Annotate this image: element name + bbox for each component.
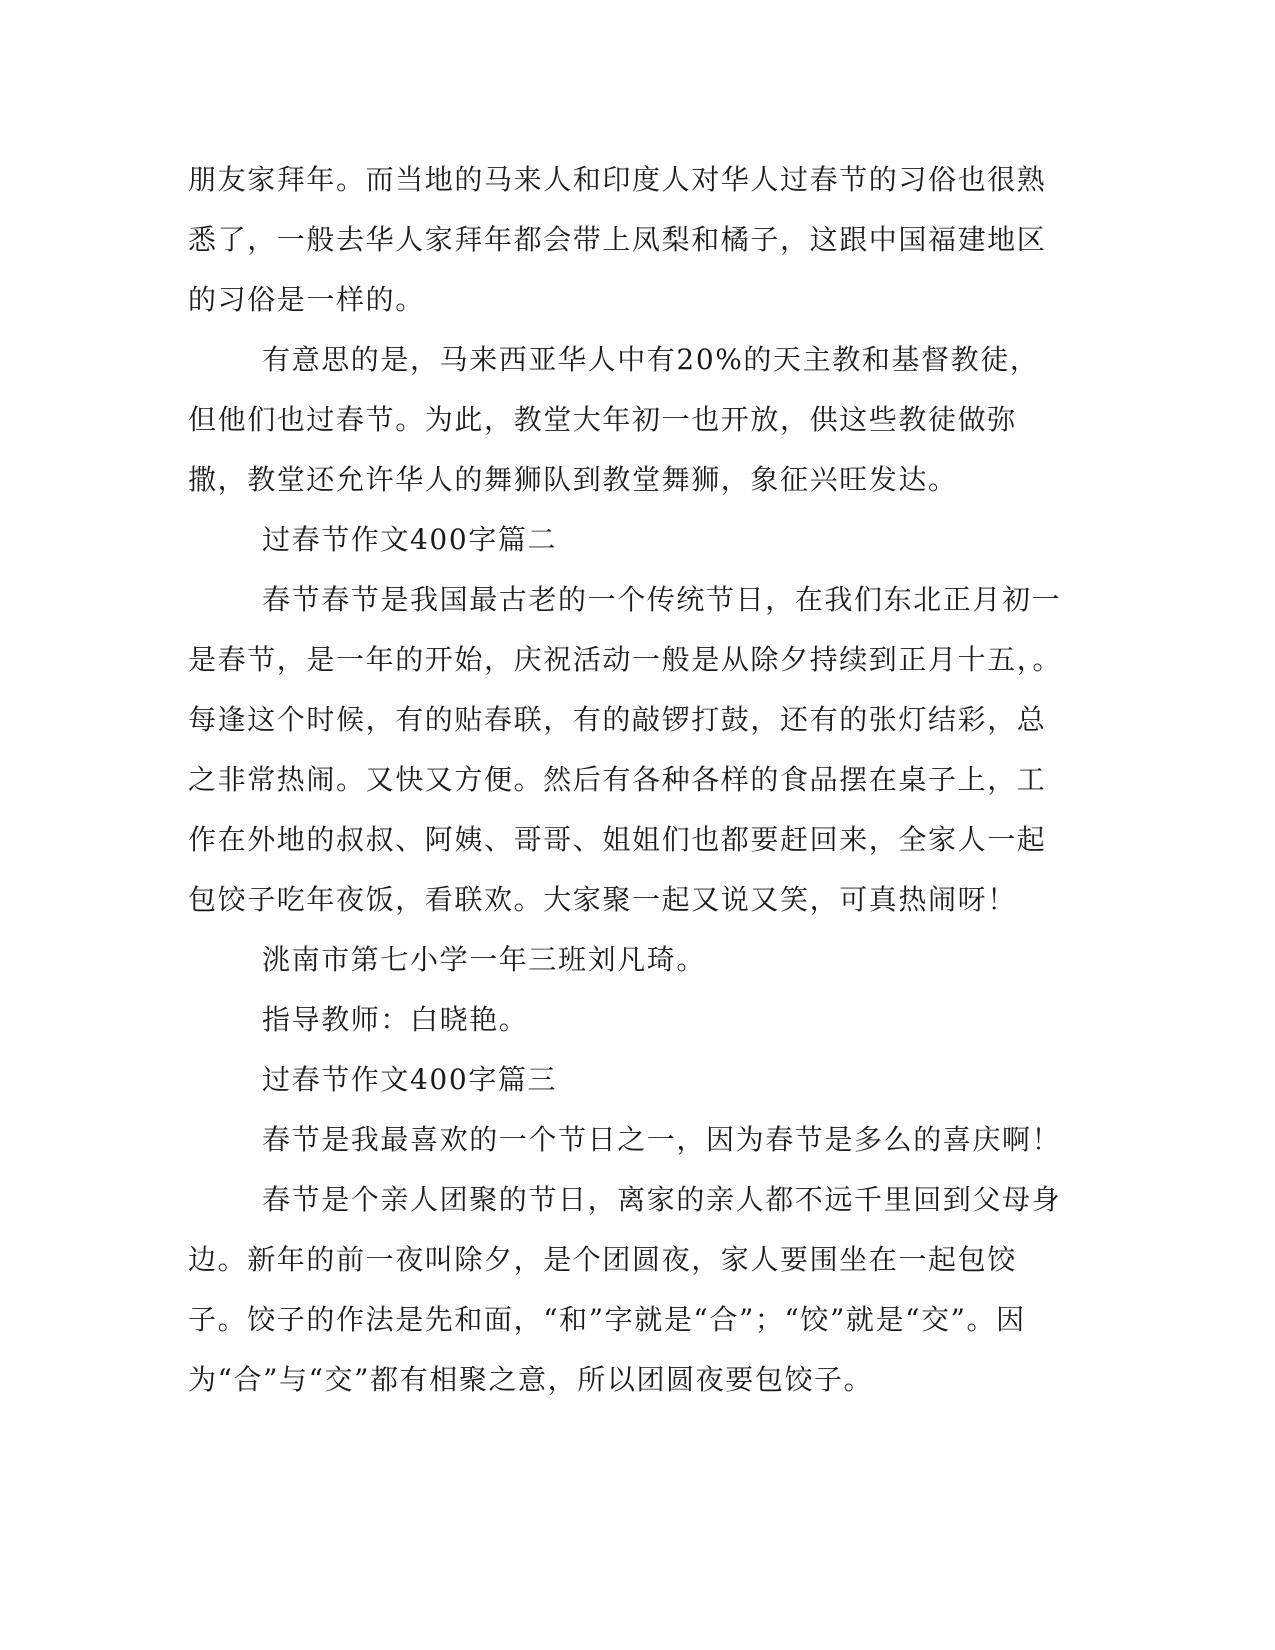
paragraph-continuation: 朋友家拜年。而当地的马来人和印度人对华人过春节的习俗也很熟悉了，一般去华人家拜年都会带上凤梨和橘子，这跟中国福建地区的习俗是一样的。	[188, 163, 1047, 316]
author-line: 洮南市第七小学一年三班刘凡琦。	[262, 943, 707, 976]
essay-heading-3: 过春节作文400字篇三	[262, 1063, 558, 1096]
teacher-line: 指导教师：白晓艳。	[262, 1003, 529, 1036]
paragraph-essay-3-intro: 春节是我最喜欢的一个节日之一，因为春节是多么的喜庆啊！	[262, 1123, 1062, 1156]
document-body	[188, 150, 1068, 1410]
paragraph-essay-3-body: 春节是个亲人团聚的节日，离家的亲人都不远千里回到父母身边。新年的前一夜叫除夕，是个团圆夜，家人要围坐在一起包饺子。饺子的作法是先和面，“和”字就是“合”；“饺”就是“交”。因为“合”与“交”都有相聚之意，所以团圆夜要包饺子。	[188, 1183, 1062, 1396]
essay-heading-2: 过春节作文400字篇二	[262, 523, 558, 556]
paragraph-essay-2-body: 春节春节是我国最古老的一个传统节日，在我们东北正月初一是春节，是一年的开始，庆祝活动一般是从除夕持续到正月十五，。每逢这个时候，有的贴春联，有的敲锣打鼓，还有的张灯结彩，总之非常热闹。又快又方便。然后有各种各样的食品摆在桌子上，工作在外地的叔叔、阿姨、哥哥、姐姐们也都要赶回来，全家人一起包饺子吃年夜饭，看联欢。大家聚一起又说又笑，可真热闹呀！	[188, 583, 1063, 916]
paragraph-malaysia-christians: 有意思的是，马来西亚华人中有20%的天主教和基督教徒，但他们也过春节。为此，教堂大年初一也开放，供这些教徒做弥撒，教堂还允许华人的舞狮队到教堂舞狮，象征兴旺发达。	[188, 343, 1040, 496]
